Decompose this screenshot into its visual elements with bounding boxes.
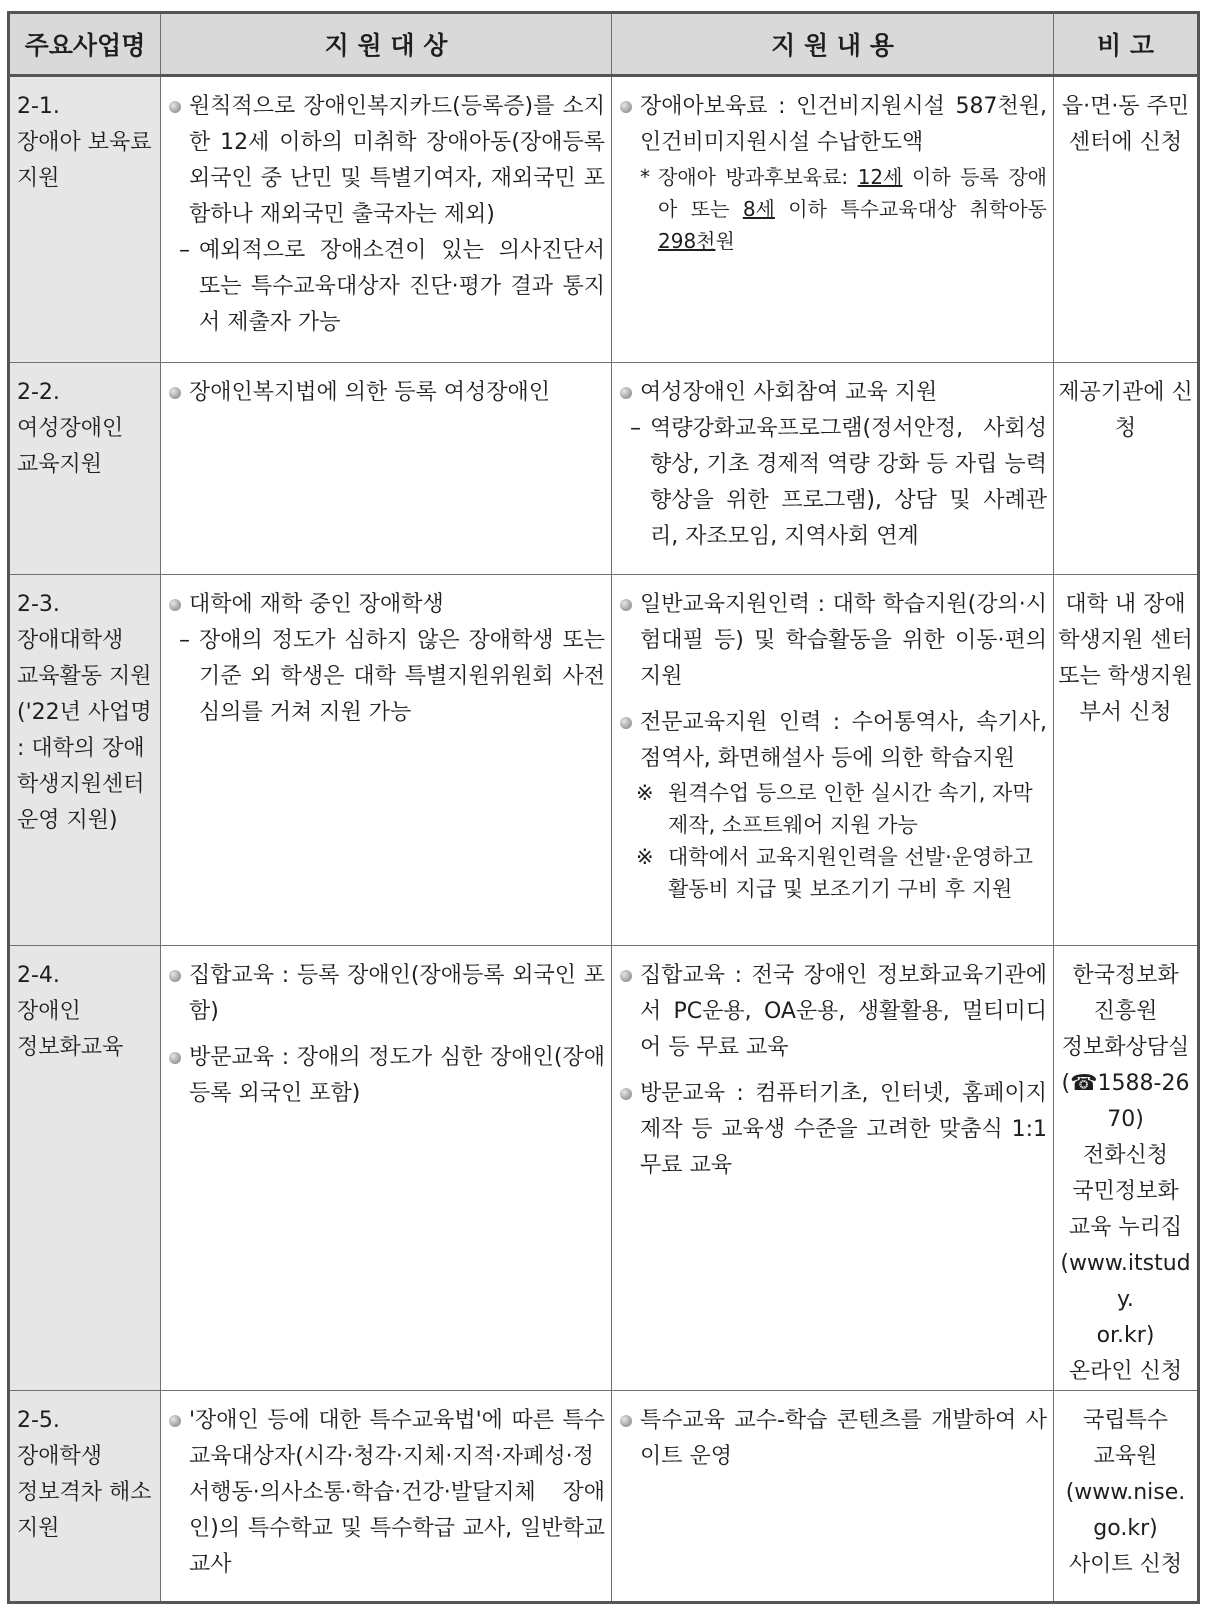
list-item: 장애아보육료 : 인건비지원시설 587천원, 인건비미지원시설 수납한도액 — [620, 89, 1047, 161]
phone-number: (☎1588-2670) — [1061, 1071, 1190, 1132]
header-content: 지 원 내 용 — [612, 13, 1054, 76]
table-row — [9, 1391, 1199, 1603]
program-name-cell: 2-2. 여성장애인 교육지원 — [9, 363, 161, 575]
reference-note: ※ 대학에서 교육지원인력을 선발·운영하고 활동비 지급 및 보조기기 구비 후 지원 — [620, 841, 1047, 905]
table-header-row — [9, 13, 1199, 76]
bullet-icon — [620, 970, 632, 982]
program-name-cell: 2-3. 장애대학생 교육활동 지원 ('22년 사업명 : 대학의 장애 학생지원센터 운영 지원) — [9, 575, 161, 946]
list-item: 일반교육지원인력 : 대학 학습지원(강의·시험대필 등) 및 학습활동을 위한 이동·편의 지원 — [620, 587, 1047, 695]
list-subitem: – 장애의 정도가 심하지 않은 장애학생 또는 기준 외 학생은 대학 특별지원위원회 사전 심의를 거쳐 지원 가능 — [169, 623, 605, 731]
bullet-icon — [169, 970, 181, 982]
list-subitem: – 예외적으로 장애소견이 있는 의사진단서 또는 특수교육대상자 진단·평가 결과 통지서 제출자 가능 — [169, 233, 605, 341]
asterisk-icon: * — [640, 165, 650, 189]
bullet-icon — [620, 717, 632, 729]
program-name-cell: 2-4. 장애인 정보화교육 — [9, 946, 161, 1391]
target-cell — [161, 946, 612, 1391]
bullet-icon — [169, 1052, 181, 1064]
table-row — [9, 363, 1199, 575]
list-subitem: – 역량강화교육프로그램(정서안정, 사회성 향상, 기초 경제적 역량 강화 등 자립 능력 향상을 위한 프로그램), 상담 및 사례관리, 자조모임, 지역사회 연계 — [620, 411, 1047, 555]
list-item: '장애인 등에 대한 특수교육법'에 따른 특수교육대상자(시각·청각·지체·지적·자폐성·정서행동·의사소통·학습·건강·발달지체 장애인)의 특수학교 및 특수학급 교사, 일반학교 교사 — [169, 1403, 605, 1583]
list-item: 여성장애인 사회참여 교육 지원 — [620, 375, 1047, 411]
bullet-icon — [169, 1415, 181, 1427]
content-cell — [612, 363, 1054, 575]
bullet-icon — [620, 101, 632, 113]
list-item: 특수교육 교수-학습 콘텐츠를 개발하여 사이트 운영 — [620, 1403, 1047, 1475]
dash-icon: – — [179, 238, 190, 263]
content-cell — [612, 575, 1054, 946]
bullet-icon — [620, 387, 632, 399]
website-url: (www.nise. — [1065, 1480, 1186, 1505]
website-url: (www.itstudy. — [1060, 1251, 1191, 1312]
list-item: 원칙적으로 장애인복지카드(등록증)를 소지한 12세 이하의 미취학 장애아동(장애등록 외국인 중 난민 및 특별기여자, 재외국민 포함하나 재외국민 출국자는 제외) — [169, 89, 605, 233]
bullet-icon — [169, 101, 181, 113]
target-cell — [161, 76, 612, 363]
target-cell — [161, 1391, 612, 1603]
list-item: 방문교육 : 장애의 정도가 심한 장애인(장애등록 외국인 포함) — [169, 1040, 605, 1112]
list-item: 방문교육 : 컴퓨터기초, 인터넷, 홈페이지 제작 등 교육생 수준을 고려한 맞춤식 1:1 무료 교육 — [620, 1076, 1047, 1184]
program-name-cell: 2-5. 장애학생 정보격차 해소 지원 — [9, 1391, 161, 1603]
list-item: 집합교육 : 등록 장애인(장애등록 외국인 포함) — [169, 958, 605, 1030]
list-item: 전문교육지원 인력 : 수어통역사, 속기사, 점역사, 화면해설사 등에 의한 학습지원 — [620, 705, 1047, 777]
header-target: 지 원 대 상 — [161, 13, 612, 76]
footnote-item: * 장애아 방과후보육료: 12세 이하 등록 장애아 또는 8세 이하 특수교육대상 취학아동 298천원 — [620, 161, 1047, 257]
table-row — [9, 575, 1199, 946]
dash-icon: – — [179, 628, 190, 653]
note-cell: 제공기관에 신청 — [1054, 363, 1199, 575]
content-cell — [612, 1391, 1054, 1603]
support-programs-table — [7, 11, 1200, 1604]
header-program-name: 주요사업명 — [9, 13, 161, 76]
content-cell — [612, 76, 1054, 363]
program-name-cell: 2-1. 장애아 보육료 지원 — [9, 76, 161, 363]
header-note: 비 고 — [1054, 13, 1199, 76]
note-cell: 대학 내 장애학생지원 센터 또는 학생지원부서 신청 — [1054, 575, 1199, 946]
list-item: 집합교육 : 전국 장애인 정보화교육기관에서 PC운용, OA운용, 생활활용, 멀티미디어 등 무료 교육 — [620, 958, 1047, 1066]
note-cell: 국립특수 교육원 (www.nise. go.kr) 사이트 신청 — [1054, 1391, 1199, 1603]
target-cell — [161, 363, 612, 575]
note-cell: 한국정보화 진흥원 정보화상담실 (☎1588-2670) 전화신청 국민정보화 교육 누리집 (www.itstudy. or.kr) 온라인 신청 — [1054, 946, 1199, 1391]
reference-note: ※ 원격수업 등으로 인한 실시간 속기, 자막제작, 소프트웨어 지원 가능 — [620, 777, 1047, 841]
reference-mark-icon: ※ — [636, 845, 654, 869]
list-item: 대학에 재학 중인 장애학생 — [169, 587, 605, 623]
list-item: 장애인복지법에 의한 등록 여성장애인 — [169, 375, 605, 411]
bullet-icon — [169, 599, 181, 611]
bullet-icon — [169, 387, 181, 399]
table-row — [9, 76, 1199, 363]
bullet-icon — [620, 1415, 632, 1427]
bullet-icon — [620, 1088, 632, 1100]
dash-icon: – — [630, 416, 641, 441]
target-cell — [161, 575, 612, 946]
content-cell — [612, 946, 1054, 1391]
document-page — [7, 11, 1197, 1604]
note-cell: 읍·면·동 주민센터에 신청 — [1054, 76, 1199, 363]
bullet-icon — [620, 599, 632, 611]
reference-mark-icon: ※ — [636, 781, 654, 805]
table-row — [9, 946, 1199, 1391]
